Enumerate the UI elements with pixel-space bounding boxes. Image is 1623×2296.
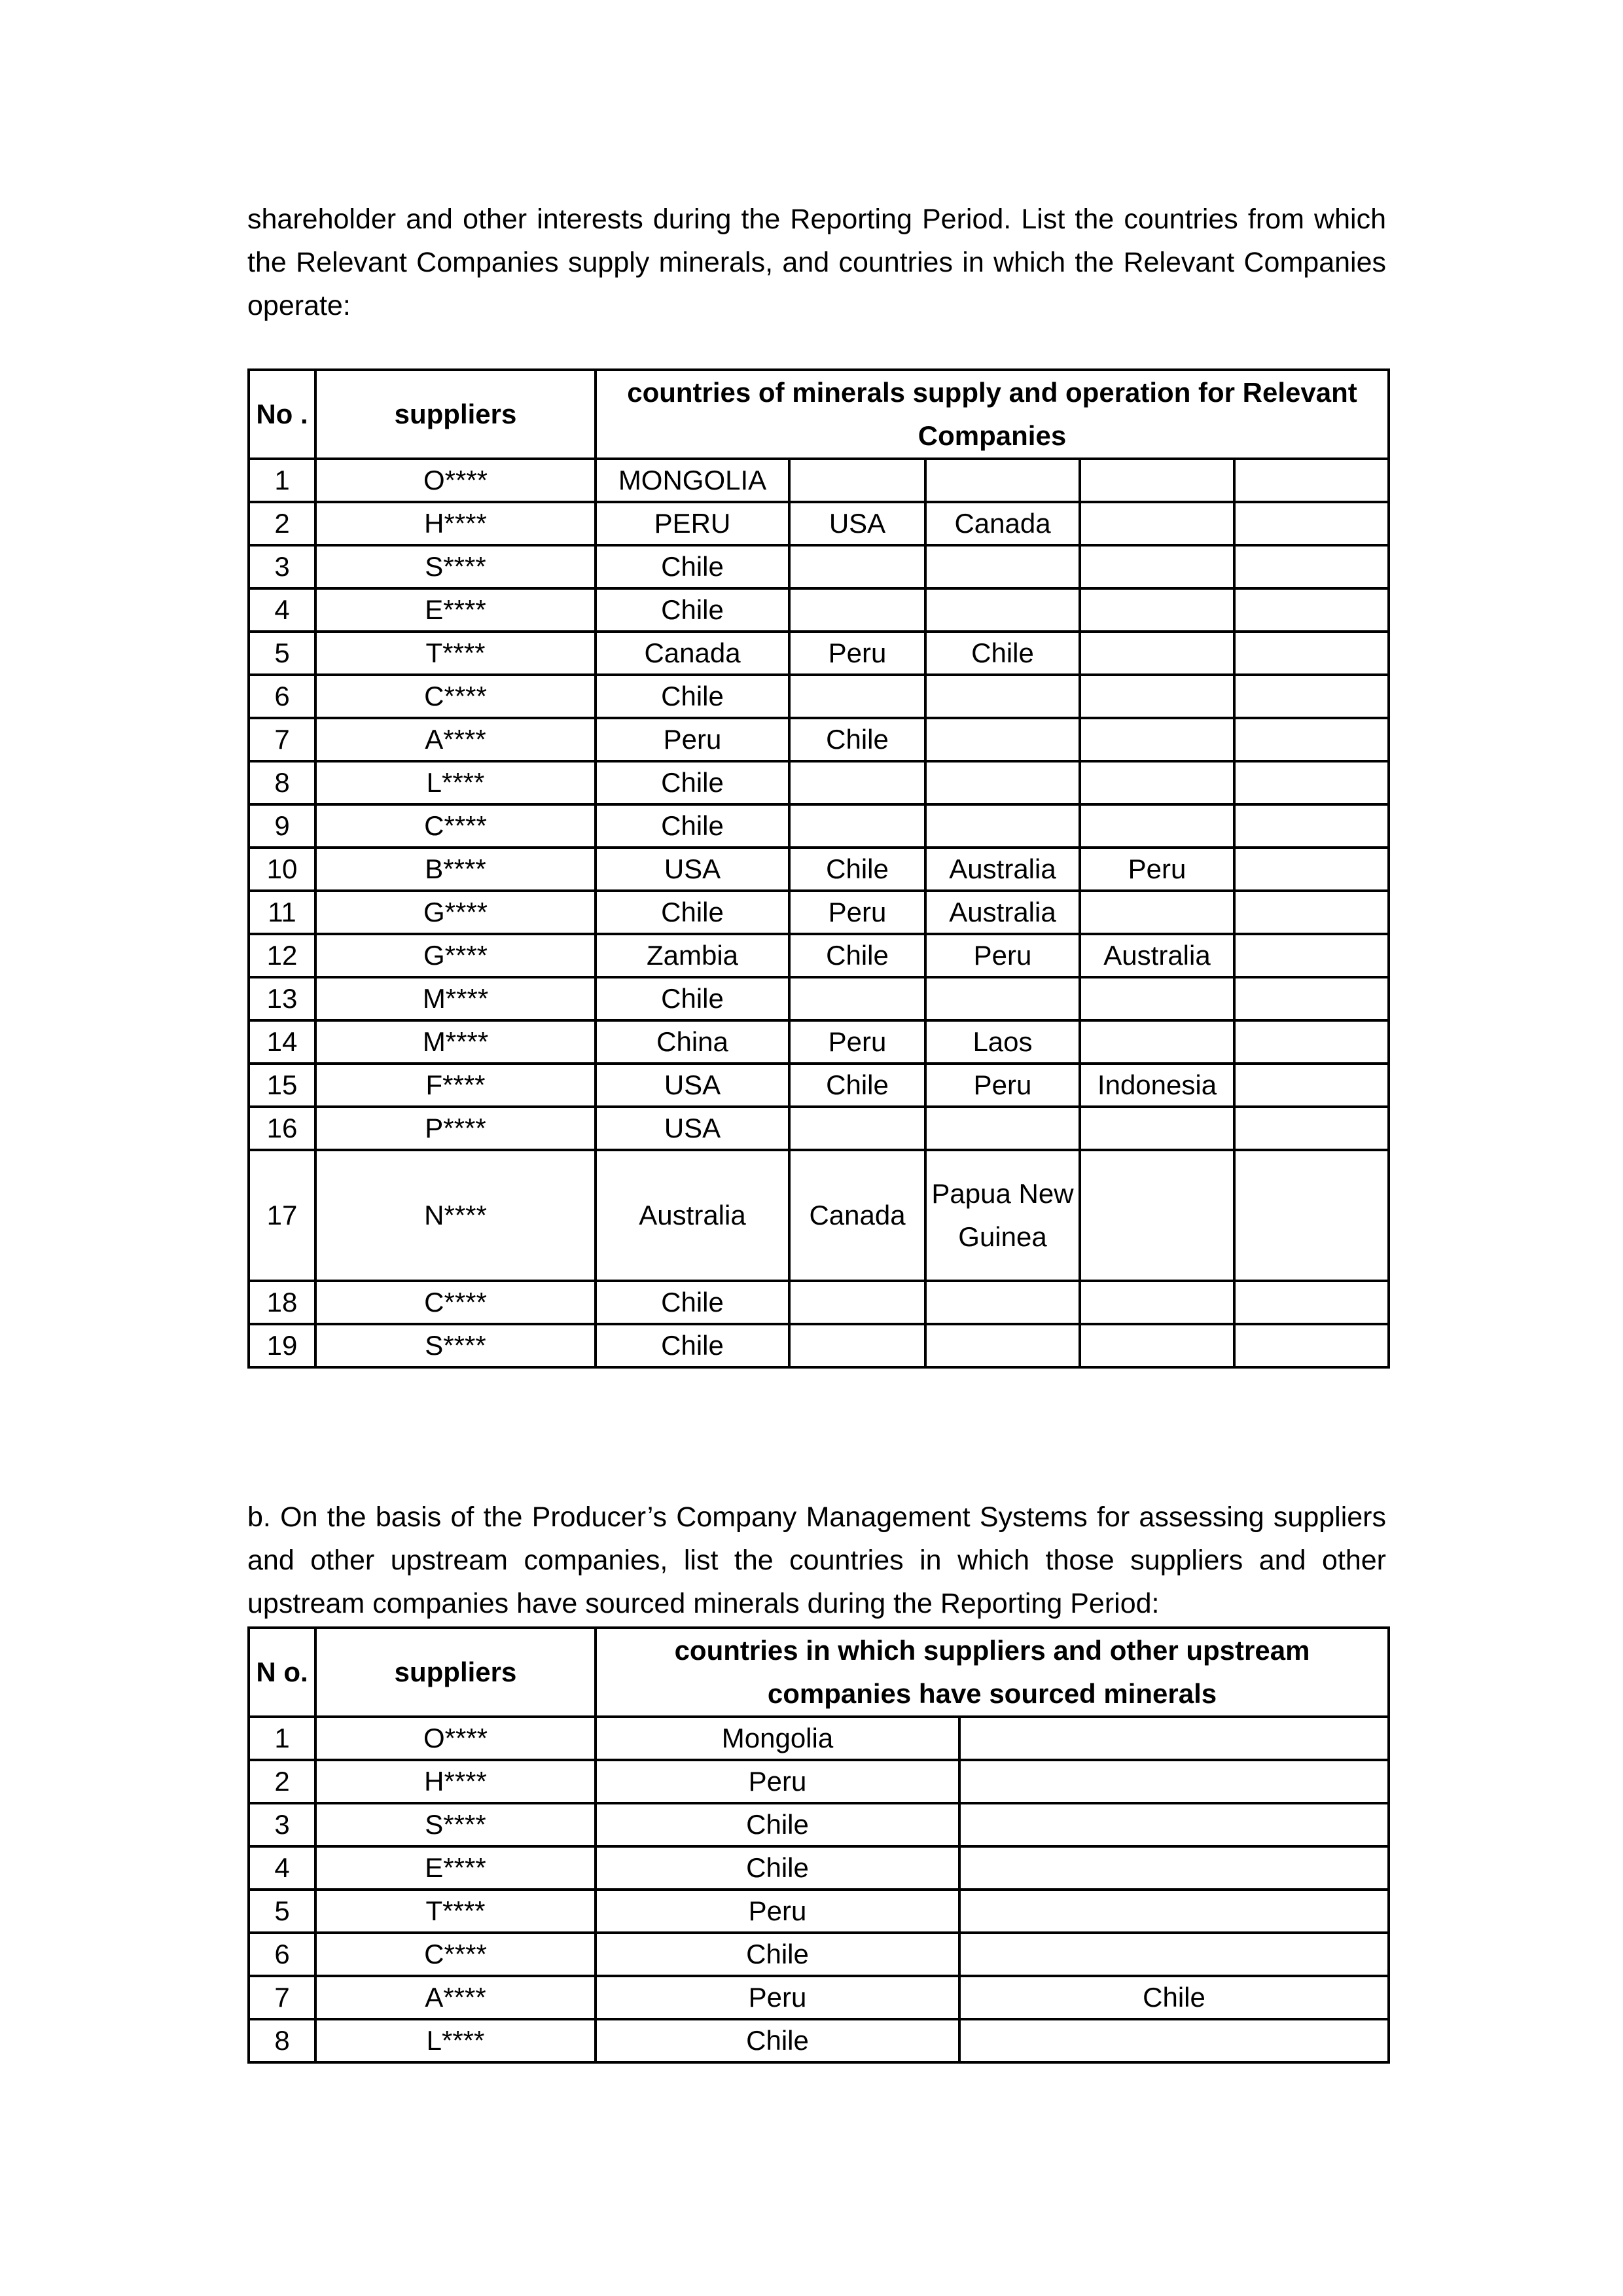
table-a-cell-supplier: M****: [315, 1020, 596, 1064]
table-a-cell-country: [1080, 1107, 1234, 1150]
table-a-cell-country: [925, 761, 1080, 804]
table-a-cell-country: [1234, 718, 1389, 761]
table-a-cell-country: [789, 1324, 925, 1367]
table-b-cell-country: Chile: [596, 1846, 959, 1890]
table-a-cell-country: [925, 1324, 1080, 1367]
table-a-cell-country: [1234, 1020, 1389, 1064]
table-a-cell-no: 4: [249, 588, 315, 632]
table-a-cell-country: Laos: [925, 1020, 1080, 1064]
table-a-row: [249, 502, 1389, 545]
table-a-cell-country: Australia: [925, 848, 1080, 891]
table-a-cell-country: [1080, 1020, 1234, 1064]
table-a-cell-country: Chile: [596, 891, 789, 934]
table-b-cell-country: Chile: [596, 1933, 959, 1976]
paragraph-b: [247, 1496, 1386, 1625]
table-a-cell-no: 18: [249, 1281, 315, 1324]
table-a-cell-country: [1234, 1064, 1389, 1107]
table-b-cell-supplier: O****: [315, 1717, 596, 1760]
table-b-header-countries: countries in which suppliers and other upstream companies have sourced minerals: [596, 1628, 1389, 1717]
table-a-cell-no: 6: [249, 675, 315, 718]
table-a-cell-country: [1080, 1281, 1234, 1324]
table-a-cell-country: [925, 1281, 1080, 1324]
table-a-cell-country: [1080, 977, 1234, 1020]
table-a-row: [249, 588, 1389, 632]
table-a-cell-supplier: L****: [315, 761, 596, 804]
table-a-cell-no: 19: [249, 1324, 315, 1367]
table-b-row: [249, 1717, 1389, 1760]
table-a-cell-country: MONGOLIA: [596, 459, 789, 502]
table-a-cell-country: [1080, 761, 1234, 804]
table-a-cell-supplier: G****: [315, 934, 596, 977]
table-b-row: [249, 2019, 1389, 2062]
table-a-cell-country: [1234, 502, 1389, 545]
table-b-cell-country: [959, 1933, 1389, 1976]
table-a-cell-country: [789, 804, 925, 848]
table-a-cell-country: Australia: [1080, 934, 1234, 977]
table-a-cell-country: Canada: [596, 632, 789, 675]
table-a-cell-no: 8: [249, 761, 315, 804]
table-a-cell-country: [1234, 934, 1389, 977]
table-a-cell-no: 16: [249, 1107, 315, 1150]
table-a-cell-no: 11: [249, 891, 315, 934]
table-a-cell-no: 2: [249, 502, 315, 545]
table-a-cell-supplier: C****: [315, 804, 596, 848]
table-a-cell-supplier: M****: [315, 977, 596, 1020]
table-a-row: [249, 804, 1389, 848]
table-a-row: [249, 1150, 1389, 1281]
table-a-header-row: [249, 370, 1389, 459]
table-a-header-countries: countries of minerals supply and operation for Relevant Companies: [596, 370, 1389, 459]
table-a-cell-no: 17: [249, 1150, 315, 1281]
table-a-row: [249, 1107, 1389, 1150]
upstream-sourcing-table: [247, 1626, 1390, 2064]
table-a-cell-no: 15: [249, 1064, 315, 1107]
table-a-cell-supplier: T****: [315, 632, 596, 675]
table-b-cell-no: 5: [249, 1890, 315, 1933]
table-b-cell-supplier: E****: [315, 1846, 596, 1890]
table-a-row: [249, 1064, 1389, 1107]
table-b-cell-country: [959, 2019, 1389, 2062]
table-a-cell-country: [1234, 1150, 1389, 1281]
table-a-cell-country: [1080, 804, 1234, 848]
table-a-cell-country: [789, 761, 925, 804]
table-a-cell-supplier: H****: [315, 502, 596, 545]
table-a-cell-country: USA: [596, 1064, 789, 1107]
table-a-cell-country: Peru: [789, 1020, 925, 1064]
table-b-cell-supplier: T****: [315, 1890, 596, 1933]
table-a-header-suppliers: suppliers: [315, 370, 596, 459]
table-b-row: [249, 1933, 1389, 1976]
table-a-cell-country: [1234, 848, 1389, 891]
table-a-cell-country: Chile: [596, 1281, 789, 1324]
table-a-cell-country: Chile: [596, 804, 789, 848]
table-a-row: [249, 934, 1389, 977]
table-a-cell-country: Peru: [596, 718, 789, 761]
table-a-cell-country: [789, 545, 925, 588]
table-a-cell-no: 7: [249, 718, 315, 761]
table-a-cell-country: Chile: [789, 718, 925, 761]
table-a-cell-country: [925, 718, 1080, 761]
table-b-cell-country: [959, 1803, 1389, 1846]
table-a-cell-country: [925, 588, 1080, 632]
table-a-cell-country: [1234, 675, 1389, 718]
table-a-cell-country: [925, 804, 1080, 848]
minerals-supply-table: [247, 368, 1390, 1369]
table-b-header-suppliers: suppliers: [315, 1628, 596, 1717]
table-b-cell-supplier: H****: [315, 1760, 596, 1803]
table-a-row: [249, 891, 1389, 934]
table-a-row: [249, 977, 1389, 1020]
table-b-cell-country: [959, 1717, 1389, 1760]
table-a-cell-country: Peru: [789, 891, 925, 934]
table-a-cell-country: Chile: [925, 632, 1080, 675]
table-a-cell-supplier: O****: [315, 459, 596, 502]
table-a-cell-no: 9: [249, 804, 315, 848]
table-a-cell-country: Australia: [925, 891, 1080, 934]
table-b-cell-no: 4: [249, 1846, 315, 1890]
table-a-cell-country: Canada: [925, 502, 1080, 545]
table-a-cell-supplier: G****: [315, 891, 596, 934]
table-b-cell-country: [959, 1846, 1389, 1890]
table-a-cell-country: Chile: [596, 1324, 789, 1367]
table-b-row: [249, 1890, 1389, 1933]
table-a-cell-country: Chile: [789, 848, 925, 891]
table-b-row: [249, 1760, 1389, 1803]
table-a-cell-no: 13: [249, 977, 315, 1020]
table-a-cell-country: [925, 977, 1080, 1020]
table-a-row: [249, 1324, 1389, 1367]
table-a-cell-country: [1080, 632, 1234, 675]
table-a-cell-country: [1080, 675, 1234, 718]
table-a-cell-country: [1080, 502, 1234, 545]
table-b-cell-no: 2: [249, 1760, 315, 1803]
table-a-cell-country: [789, 459, 925, 502]
table-a-cell-country: [1234, 804, 1389, 848]
table-a-cell-supplier: S****: [315, 1324, 596, 1367]
table-a-cell-country: [925, 545, 1080, 588]
table-b-cell-no: 7: [249, 1976, 315, 2019]
table-a-row: [249, 761, 1389, 804]
table-b-cell-no: 6: [249, 1933, 315, 1976]
table-b-cell-country: [959, 1760, 1389, 1803]
table-a-cell-country: [1234, 459, 1389, 502]
table-a-cell-country: [1234, 977, 1389, 1020]
table-a-row: [249, 675, 1389, 718]
table-a-cell-country: [1080, 1150, 1234, 1281]
table-a-cell-country: [1080, 545, 1234, 588]
table-b-cell-country: Peru: [596, 1890, 959, 1933]
table-a-cell-country: [789, 675, 925, 718]
table-b-header-row: [249, 1628, 1389, 1717]
table-a-cell-country: [789, 1107, 925, 1150]
table-b-row: [249, 1803, 1389, 1846]
table-a-cell-country: [1234, 588, 1389, 632]
table-b-cell-country: Chile: [596, 2019, 959, 2062]
table-a-cell-supplier: S****: [315, 545, 596, 588]
table-a-cell-supplier: N****: [315, 1150, 596, 1281]
table-a-cell-country: USA: [789, 502, 925, 545]
table-a-cell-country: [1234, 1107, 1389, 1150]
table-a-cell-no: 10: [249, 848, 315, 891]
table-a-cell-country: Chile: [596, 588, 789, 632]
table-b-row: [249, 1846, 1389, 1890]
table-b-cell-country: Chile: [959, 1976, 1389, 2019]
table-a-cell-country: Peru: [925, 934, 1080, 977]
table-a-row: [249, 1281, 1389, 1324]
table-a-cell-no: 12: [249, 934, 315, 977]
table-a-cell-country: Chile: [596, 675, 789, 718]
table-b-cell-no: 3: [249, 1803, 315, 1846]
table-b-header-no: N o.: [249, 1628, 315, 1717]
table-b-cell-country: Peru: [596, 1760, 959, 1803]
table-a-cell-supplier: E****: [315, 588, 596, 632]
table-a-cell-supplier: B****: [315, 848, 596, 891]
table-a-cell-country: Chile: [596, 761, 789, 804]
table-a-cell-country: Chile: [789, 934, 925, 977]
table-a-cell-country: [925, 675, 1080, 718]
table-a-cell-country: [1080, 459, 1234, 502]
table-a-cell-country: USA: [596, 848, 789, 891]
table-b-cell-supplier: C****: [315, 1933, 596, 1976]
table-a-cell-country: [789, 1281, 925, 1324]
table-a-cell-no: 1: [249, 459, 315, 502]
table-a-header-no: No .: [249, 370, 315, 459]
table-a-cell-country: Zambia: [596, 934, 789, 977]
intro-paragraph: [247, 198, 1386, 327]
table-a-row: [249, 459, 1389, 502]
table-a-cell-country: Chile: [789, 1064, 925, 1107]
table-a-cell-supplier: C****: [315, 675, 596, 718]
table-a-cell-country: [1080, 1324, 1234, 1367]
table-a-cell-country: [925, 459, 1080, 502]
intro-paragraph-text: shareholder and other interests during the Reporting Period. List the countries from which the Relevant Companies supply minerals, and countries in which the Relevant Companies operate:: [247, 204, 1386, 321]
table-a-cell-country: [1080, 891, 1234, 934]
table-a-cell-country: Chile: [596, 545, 789, 588]
table-b-cell-supplier: A****: [315, 1976, 596, 2019]
table-b-cell-no: 1: [249, 1717, 315, 1760]
table-a-cell-supplier: P****: [315, 1107, 596, 1150]
table-a-cell-no: 3: [249, 545, 315, 588]
table-a-cell-country: Peru: [789, 632, 925, 675]
paragraph-b-text: b. On the basis of the Producer’s Company Management Systems for assessing suppliers and other upstream companies, list the countries in which those suppliers and other upstream companies have sourced minerals during the Reporting Period:: [247, 1501, 1386, 1619]
table-a-cell-country: [1234, 545, 1389, 588]
table-a-cell-no: 14: [249, 1020, 315, 1064]
table-a-cell-no: 5: [249, 632, 315, 675]
table-a-cell-country: [1234, 761, 1389, 804]
table-a-cell-country: USA: [596, 1107, 789, 1150]
table-b-cell-supplier: S****: [315, 1803, 596, 1846]
table-a-row: [249, 632, 1389, 675]
table-a-cell-country: [1234, 1324, 1389, 1367]
table-b-cell-country: [959, 1890, 1389, 1933]
table-b-cell-country: Peru: [596, 1976, 959, 2019]
table-a-cell-country: Canada: [789, 1150, 925, 1281]
table-a-cell-country: Indonesia: [1080, 1064, 1234, 1107]
table-a-cell-country: Papua New Guinea: [925, 1150, 1080, 1281]
table-a-cell-supplier: C****: [315, 1281, 596, 1324]
table-a-cell-supplier: A****: [315, 718, 596, 761]
table-a-cell-country: [1080, 718, 1234, 761]
table-a-cell-country: [1234, 632, 1389, 675]
table-a-cell-country: PERU: [596, 502, 789, 545]
table-a-row: [249, 545, 1389, 588]
table-a-row: [249, 1020, 1389, 1064]
table-a-cell-supplier: F****: [315, 1064, 596, 1107]
table-b-cell-country: Chile: [596, 1803, 959, 1846]
table-a-cell-country: [1234, 891, 1389, 934]
table-a-row: [249, 848, 1389, 891]
table-b-row: [249, 1976, 1389, 2019]
table-a-cell-country: Chile: [596, 977, 789, 1020]
table-a-cell-country: China: [596, 1020, 789, 1064]
table-a-cell-country: Australia: [596, 1150, 789, 1281]
table-a-cell-country: Peru: [1080, 848, 1234, 891]
table-b-cell-no: 8: [249, 2019, 315, 2062]
table-a-cell-country: Peru: [925, 1064, 1080, 1107]
table-a-cell-country: [925, 1107, 1080, 1150]
table-a-cell-country: [789, 588, 925, 632]
table-b-cell-supplier: L****: [315, 2019, 596, 2062]
table-b-cell-country: Mongolia: [596, 1717, 959, 1760]
table-a-cell-country: [789, 977, 925, 1020]
table-a-row: [249, 718, 1389, 761]
table-a-cell-country: [1080, 588, 1234, 632]
table-a-cell-country: [1234, 1281, 1389, 1324]
